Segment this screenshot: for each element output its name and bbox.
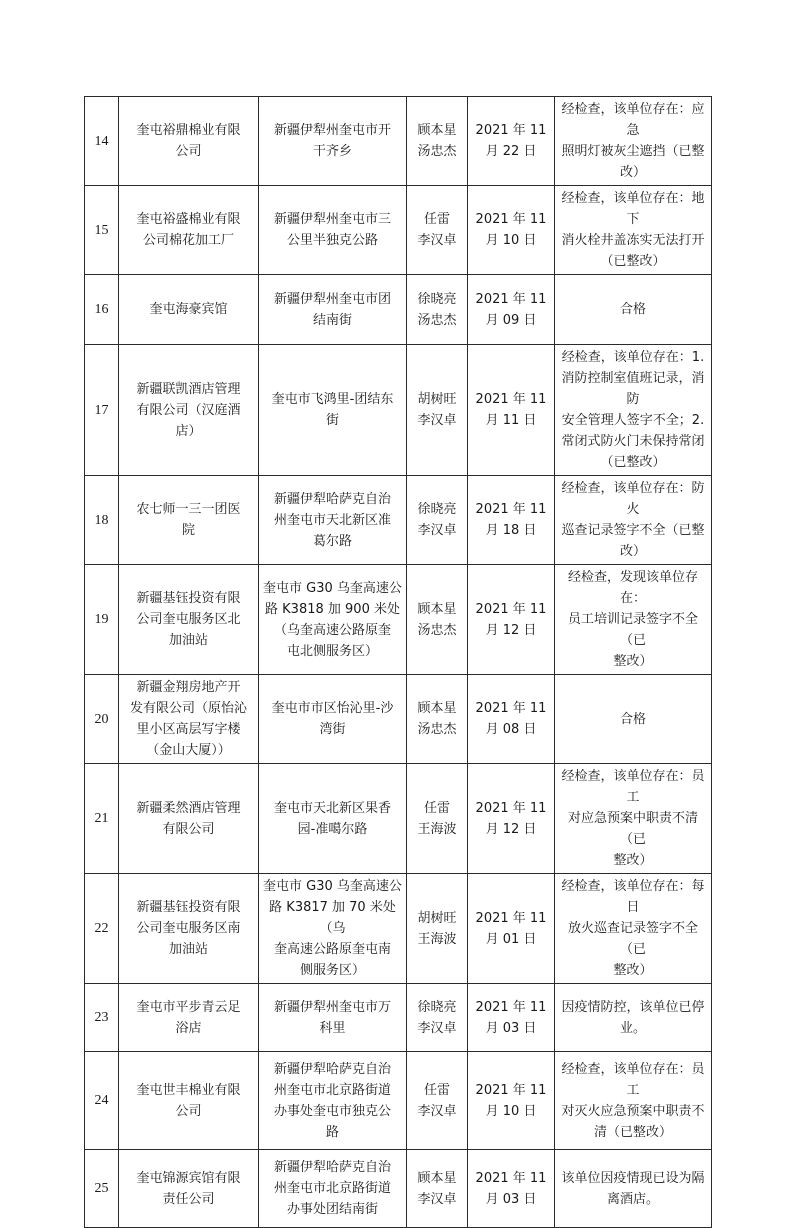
row-number: 19	[94, 612, 109, 627]
address-cell	[259, 984, 407, 1052]
row-number-cell	[85, 874, 119, 984]
inspectors-cell	[407, 764, 468, 874]
address: 新疆伊犁哈萨克自治 州奎屯市北京路街道 办事处奎屯市独克公 路	[273, 1061, 391, 1140]
inspectors-cell	[407, 97, 468, 186]
unit-name: 奎屯海豪宾馆	[149, 302, 228, 317]
result-cell	[555, 565, 712, 675]
result-cell	[555, 764, 712, 874]
unit-name: 农七师一三一团医 院	[136, 502, 241, 538]
inspection-date: 2021 年 11 月 09 日	[475, 291, 547, 328]
inspectors-cell	[407, 984, 468, 1052]
inspectors: 任雷 李汉卓	[417, 1082, 457, 1119]
unit-name-cell	[119, 1052, 259, 1150]
row-number-cell	[85, 565, 119, 675]
inspection-date: 2021 年 11 月 18 日	[475, 502, 547, 538]
inspection-result: 因疫情防控，该单位已停 业。	[561, 999, 705, 1036]
table-row	[85, 186, 712, 275]
inspectors-cell	[407, 675, 468, 764]
unit-name-cell	[119, 764, 259, 874]
result-cell	[555, 476, 712, 565]
inspection-result: 经检查，该单位存在：地下 消火栓井盖冻实无法打开 （已整改）	[561, 191, 705, 269]
address-cell	[259, 345, 407, 476]
unit-name-cell	[119, 565, 259, 675]
inspection-date: 2021 年 11 月 10 日	[475, 1082, 547, 1119]
address: 新疆伊犁哈萨克自治 州奎屯市北京路街道 办事处团结南街	[273, 1160, 391, 1217]
inspection-result: 经检查，该单位存在：每日 放火巡查记录签字不全（已 整改）	[561, 879, 705, 978]
row-number: 17	[94, 402, 109, 418]
row-number-cell	[85, 984, 119, 1052]
address: 新疆伊犁州奎屯市团 结南街	[273, 291, 391, 328]
table-row	[85, 275, 712, 345]
inspectors: 胡树旺 王海波	[417, 910, 457, 947]
date-cell	[468, 1150, 555, 1228]
result-cell	[555, 874, 712, 984]
unit-name-cell	[119, 874, 259, 984]
inspectors-cell	[407, 1052, 468, 1150]
unit-name: 奎屯世丰棉业有限 公司	[136, 1082, 241, 1119]
unit-name: 新疆联凯酒店管理 有限公司（汉庭酒 店）	[136, 381, 241, 439]
address: 奎屯市天北新区果香 园-准噶尔路	[273, 800, 391, 837]
table-row	[85, 565, 712, 675]
unit-name: 奎屯裕鼎棉业有限 公司	[136, 123, 241, 159]
inspection-date: 2021 年 11 月 10 日	[475, 212, 547, 248]
unit-name-cell	[119, 1150, 259, 1228]
table-row	[85, 984, 712, 1052]
address-cell	[259, 675, 407, 764]
row-number-cell	[85, 675, 119, 764]
row-number-cell	[85, 345, 119, 476]
date-cell	[468, 764, 555, 874]
inspection-date: 2021 年 11 月 03 日	[475, 999, 547, 1036]
inspection-date: 2021 年 11 月 12 日	[475, 601, 547, 638]
inspection-table	[84, 96, 712, 1228]
inspectors-cell	[407, 186, 468, 275]
date-cell	[468, 97, 555, 186]
table-row	[85, 675, 712, 764]
unit-name: 奎屯裕盛棉业有限 公司棉花加工厂	[136, 212, 241, 248]
inspectors: 胡树旺 李汉卓	[417, 392, 457, 428]
address-cell	[259, 1052, 407, 1150]
unit-name: 新疆金翔房地产开 发有限公司（原怡沁 里小区高层写字楼 （金山大厦））	[129, 680, 247, 758]
address-cell	[259, 764, 407, 874]
inspectors: 顾本星 汤忠杰	[417, 701, 457, 737]
row-number: 18	[94, 512, 109, 528]
inspection-date: 2021 年 11 月 08 日	[475, 701, 547, 737]
inspection-date: 2021 年 11 月 03 日	[475, 1170, 547, 1207]
result-cell	[555, 1052, 712, 1150]
result-cell	[555, 345, 712, 476]
address-cell	[259, 186, 407, 275]
unit-name-cell	[119, 97, 259, 186]
date-cell	[468, 186, 555, 275]
table-row	[85, 345, 712, 476]
inspectors: 任雷 李汉卓	[417, 212, 457, 248]
address-cell	[259, 874, 407, 984]
table-row	[85, 1052, 712, 1150]
inspectors: 任雷 王海波	[417, 800, 457, 837]
row-number: 21	[94, 811, 109, 826]
unit-name-cell	[119, 675, 259, 764]
inspectors-cell	[407, 1150, 468, 1228]
inspectors-cell	[407, 275, 468, 345]
date-cell	[468, 675, 555, 764]
row-number-cell	[85, 275, 119, 345]
unit-name: 新疆柔然酒店管理 有限公司	[136, 800, 241, 837]
table-row	[85, 764, 712, 874]
row-number-cell	[85, 186, 119, 275]
date-cell	[468, 984, 555, 1052]
address: 奎屯市飞鸿里-团结东 街	[271, 392, 394, 428]
row-number: 24	[94, 1093, 109, 1108]
unit-name-cell	[119, 186, 259, 275]
row-number-cell	[85, 764, 119, 874]
row-number: 22	[94, 921, 109, 936]
address-cell	[259, 565, 407, 675]
address: 奎屯市市区怡沁里-沙 湾街	[271, 701, 394, 737]
date-cell	[468, 565, 555, 675]
inspectors-cell	[407, 476, 468, 565]
inspectors: 顾本星 汤忠杰	[417, 601, 457, 638]
date-cell	[468, 874, 555, 984]
row-number: 16	[94, 302, 109, 317]
result-cell	[555, 97, 712, 186]
row-number-cell	[85, 476, 119, 565]
date-cell	[468, 345, 555, 476]
address-cell	[259, 476, 407, 565]
unit-name: 奎屯市平步青云足 浴店	[136, 999, 241, 1036]
date-cell	[468, 476, 555, 565]
inspectors-cell	[407, 565, 468, 675]
address-cell	[259, 1150, 407, 1228]
inspection-date: 2021 年 11 月 01 日	[475, 910, 547, 947]
address-cell	[259, 97, 407, 186]
address: 奎屯市 G30 乌奎高速公 路 K3818 加 900 米处 （乌奎高速公路原奎 屯北侧服务区）	[263, 580, 402, 659]
address: 奎屯市 G30 乌奎高速公 路 K3817 加 70 米处（乌 奎高速公路原奎屯南 侧服务区）	[263, 879, 402, 978]
address: 新疆伊犁州奎屯市开 干齐乡	[273, 123, 391, 159]
inspection-date: 2021 年 11 月 11 日	[475, 392, 547, 428]
date-cell	[468, 1052, 555, 1150]
unit-name-cell	[119, 984, 259, 1052]
row-number-cell	[85, 97, 119, 186]
table-row	[85, 874, 712, 984]
result-cell	[555, 675, 712, 764]
inspection-result: 合格	[619, 302, 646, 317]
inspection-result: 经检查，该单位存在：1. 消防控制室值班记录，消防 安全管理人签字不全；2. 常闭式防火门未保持常闭 （已整改）	[561, 350, 705, 470]
row-number-cell	[85, 1052, 119, 1150]
result-cell	[555, 1150, 712, 1228]
inspection-result: 经检查，发现该单位存在： 员工培训记录签字不全（已 整改）	[567, 570, 698, 669]
address: 新疆伊犁州奎屯市万 科里	[273, 999, 391, 1036]
inspectors: 顾本星 李汉卓	[417, 1170, 457, 1207]
inspectors: 徐晓亮 李汉卓	[417, 502, 457, 538]
unit-name-cell	[119, 345, 259, 476]
row-number: 14	[94, 133, 109, 149]
inspection-date: 2021 年 11 月 12 日	[475, 800, 547, 837]
inspection-result: 经检查，该单位存在：应急 照明灯被灰尘遮挡（已整 改）	[561, 102, 705, 180]
inspection-result: 该单位因疫情现已设为隔 离酒店。	[561, 1170, 705, 1207]
unit-name: 新疆基钰投资有限 公司奎屯服务区南 加油站	[136, 900, 241, 957]
address: 新疆伊犁州奎屯市三 公里半独克公路	[273, 212, 391, 248]
result-cell	[555, 275, 712, 345]
unit-name: 奎屯锦源宾馆有限 责任公司	[136, 1170, 241, 1207]
inspection-result: 合格	[619, 711, 646, 727]
inspection-date: 2021 年 11 月 22 日	[475, 123, 547, 159]
inspectors: 顾本星 汤忠杰	[417, 123, 457, 159]
inspection-result: 经检查，该单位存在：防火 巡查记录签字不全（已整 改）	[561, 481, 705, 559]
address: 新疆伊犁哈萨克自治 州奎屯市天北新区准 葛尔路	[273, 491, 391, 549]
unit-name-cell	[119, 275, 259, 345]
row-number: 23	[94, 1010, 109, 1025]
date-cell	[468, 275, 555, 345]
inspection-result: 经检查，该单位存在：员工 对应急预案中职责不清（已 整改）	[561, 769, 705, 868]
unit-name-cell	[119, 476, 259, 565]
inspection-result: 经检查，该单位存在：员工 对灭火应急预案中职责不 清（已整改）	[561, 1061, 705, 1140]
inspectors-cell	[407, 345, 468, 476]
inspectors-cell	[407, 874, 468, 984]
row-number: 20	[94, 711, 109, 727]
result-cell	[555, 984, 712, 1052]
inspectors: 徐晓亮 汤忠杰	[417, 291, 457, 328]
table-row	[85, 97, 712, 186]
table-row	[85, 1150, 712, 1228]
inspectors: 徐晓亮 李汉卓	[417, 999, 457, 1036]
result-cell	[555, 186, 712, 275]
table-row	[85, 476, 712, 565]
row-number: 15	[94, 222, 109, 238]
unit-name: 新疆基钰投资有限 公司奎屯服务区北 加油站	[136, 591, 241, 648]
address-cell	[259, 275, 407, 345]
row-number: 25	[94, 1181, 109, 1196]
row-number-cell	[85, 1150, 119, 1228]
